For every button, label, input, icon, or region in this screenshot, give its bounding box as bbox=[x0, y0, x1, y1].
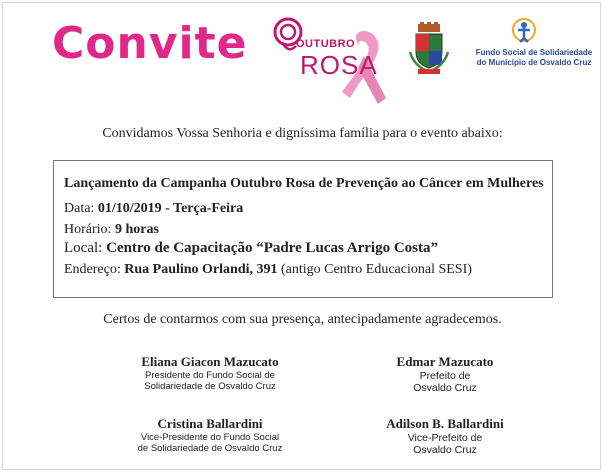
signature-role: Presidente do Fundo Social de bbox=[145, 370, 275, 381]
signature-president bbox=[110, 354, 310, 392]
signature-role: Prefeito de bbox=[419, 370, 471, 382]
fundo-social-name-line2: do Município de Osvaldo Cruz bbox=[476, 58, 592, 67]
event-date bbox=[64, 201, 243, 217]
signature-role: Solidariedade de Osvaldo Cruz bbox=[144, 381, 276, 392]
outubro-rosa-text-2: ROSA bbox=[300, 50, 378, 80]
outubro-rosa-text-1: OUTUBRO bbox=[296, 38, 356, 50]
signature-mayor bbox=[345, 354, 545, 394]
place-label: Local: bbox=[64, 240, 103, 256]
signature-name: Cristina Ballardini bbox=[157, 416, 263, 431]
municipal-coat-of-arms-icon bbox=[408, 22, 450, 76]
address-label: Endereço: bbox=[64, 262, 121, 277]
event-address bbox=[64, 262, 472, 278]
signature-vice-mayor bbox=[345, 416, 545, 456]
address-value: Rua Paulino Orlandi, 391 bbox=[124, 262, 278, 277]
signature-role: de Solidariedade de Osvaldo Cruz bbox=[137, 443, 283, 454]
place-value: Centro de Capacitação “Padre Lucas Arrigo Costa” bbox=[106, 240, 438, 256]
fundo-social-logo-icon bbox=[510, 18, 538, 44]
fundo-social-name bbox=[466, 48, 602, 68]
signature-vice-president bbox=[110, 416, 310, 454]
fundo-social-name-line1: Fundo Social de Solidariedade bbox=[475, 48, 593, 57]
time-label: Horário: bbox=[64, 222, 112, 237]
signature-role: Vice-Prefeito de bbox=[407, 432, 483, 444]
address-note: (antigo Centro Educacional SESI) bbox=[281, 262, 472, 277]
event-time bbox=[64, 222, 159, 238]
signature-name: Adilson B. Ballardini bbox=[386, 416, 504, 431]
date-label: Data: bbox=[64, 201, 95, 216]
event-title: Lançamento da Campanha Outubro Rosa de Prevenção ao Câncer em Mulheres bbox=[64, 176, 544, 191]
thanks-text: Certos de contarmos com sua presença, antecipadamente agradecemos. bbox=[103, 312, 502, 327]
signature-role: Osvaldo Cruz bbox=[413, 444, 477, 456]
intro-text: Convidamos Vossa Senhoria e digníssima família para o evento abaixo: bbox=[102, 126, 503, 141]
signature-name: Eliana Giacon Mazucato bbox=[141, 354, 279, 369]
event-place bbox=[64, 240, 438, 257]
signature-role: Vice-Presidente do Fundo Social bbox=[140, 432, 280, 443]
signature-name: Edmar Mazucato bbox=[396, 354, 494, 369]
date-value: 01/10/2019 - Terça-Feira bbox=[97, 201, 244, 216]
signature-role: Osvaldo Cruz bbox=[413, 382, 477, 394]
invitation-title: Convite bbox=[52, 18, 248, 69]
time-value: 9 horas bbox=[114, 222, 159, 237]
